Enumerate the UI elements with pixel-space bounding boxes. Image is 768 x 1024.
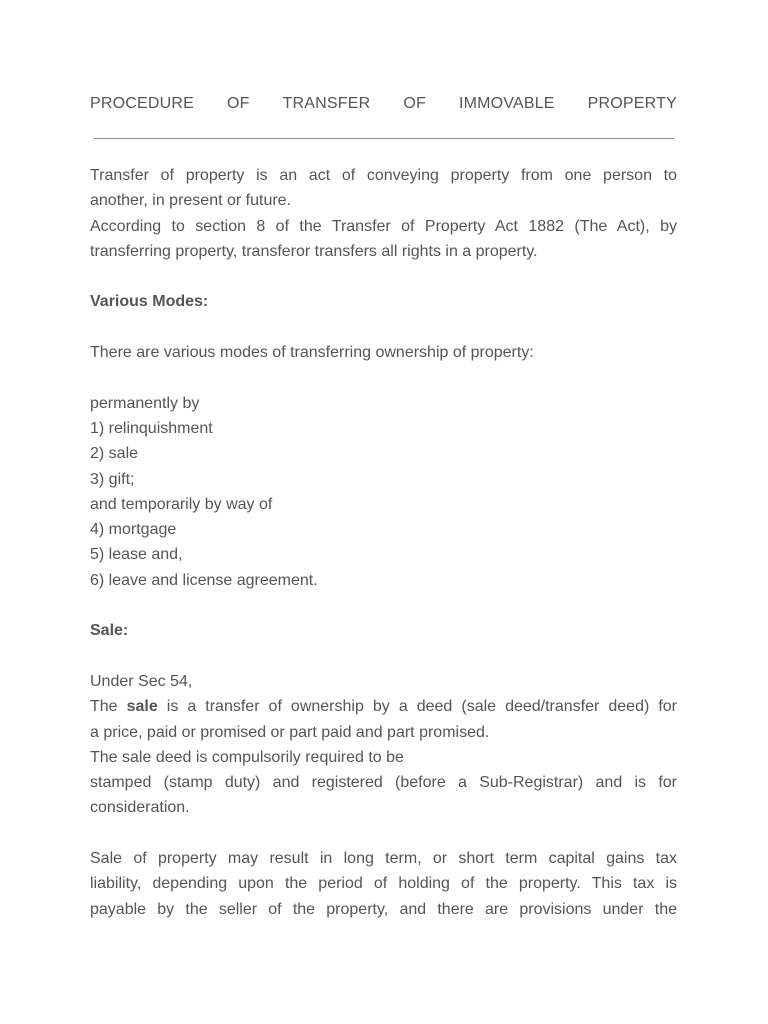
sale-paragraph-line: stamped (stamp duty) and registered (before a Sub-Registrar) and is for bbox=[90, 774, 677, 792]
list-item: 3) gift; bbox=[90, 470, 135, 488]
intro-line: transferring property, transferor transfers all rights in a property. bbox=[90, 242, 538, 260]
title-word: PROPERTY bbox=[587, 95, 677, 112]
section-heading-sale: Sale: bbox=[90, 622, 129, 640]
section-heading-modes: Various Modes: bbox=[90, 293, 209, 311]
sale-paragraph-line: The sale deed is compulsorily required to be bbox=[90, 748, 404, 766]
spacer bbox=[90, 821, 677, 846]
intro-line: Transfer of property is an act of conveying property from one person to bbox=[90, 167, 677, 184]
spacer bbox=[90, 593, 677, 618]
sale-section-ref: Under Sec 54, bbox=[90, 672, 193, 690]
list-item: 5) lease and, bbox=[90, 546, 183, 564]
title-word: PROCEDURE bbox=[90, 95, 195, 112]
sale-paragraph-line bbox=[90, 694, 677, 719]
title-underline bbox=[94, 138, 674, 139]
list-item: 4) mortgage bbox=[90, 521, 177, 539]
spacer bbox=[90, 644, 677, 669]
list-item: 1) relinquishment bbox=[90, 419, 213, 437]
intro-line: According to section 8 of the Transfer of Property Act 1882 (The Act), by bbox=[90, 217, 677, 235]
sale-paragraph-line: liability, depending upon the period of holding of the property. This tax is bbox=[90, 875, 677, 893]
title-word: IMMOVABLE bbox=[458, 95, 555, 112]
sale-paragraph-line: a price, paid or promised or part paid and part promised. bbox=[90, 723, 490, 741]
spacer bbox=[90, 315, 677, 340]
modes-lead: There are various modes of transferring ownership of property: bbox=[90, 344, 534, 362]
sale-suffix: is a transfer of ownership by a deed (sale deed/transfer deed) for bbox=[157, 698, 678, 716]
spacer bbox=[90, 264, 677, 289]
sale-paragraph-line: Sale of property may result in long term, or short term capital gains tax bbox=[90, 850, 677, 868]
spacer bbox=[90, 365, 677, 390]
modes-temporary-intro: and temporarily by way of bbox=[90, 495, 273, 513]
list-item: 6) leave and license agreement. bbox=[90, 571, 318, 589]
list-item: 2) sale bbox=[90, 445, 139, 463]
sale-paragraph-line: consideration. bbox=[90, 799, 190, 817]
sale-bold-term: sale bbox=[126, 698, 158, 716]
modes-permanent-intro: permanently by bbox=[90, 394, 200, 412]
sale-paragraph-line: payable by the seller of the property, and there are provisions under the bbox=[90, 900, 677, 918]
document-body bbox=[90, 163, 677, 922]
title-word: OF bbox=[227, 95, 250, 112]
title-word: TRANSFER bbox=[282, 95, 371, 112]
title-word: OF bbox=[403, 95, 426, 112]
document-title bbox=[90, 94, 677, 114]
intro-line: another, in present or future. bbox=[90, 192, 292, 210]
sale-prefix: The bbox=[90, 698, 127, 716]
